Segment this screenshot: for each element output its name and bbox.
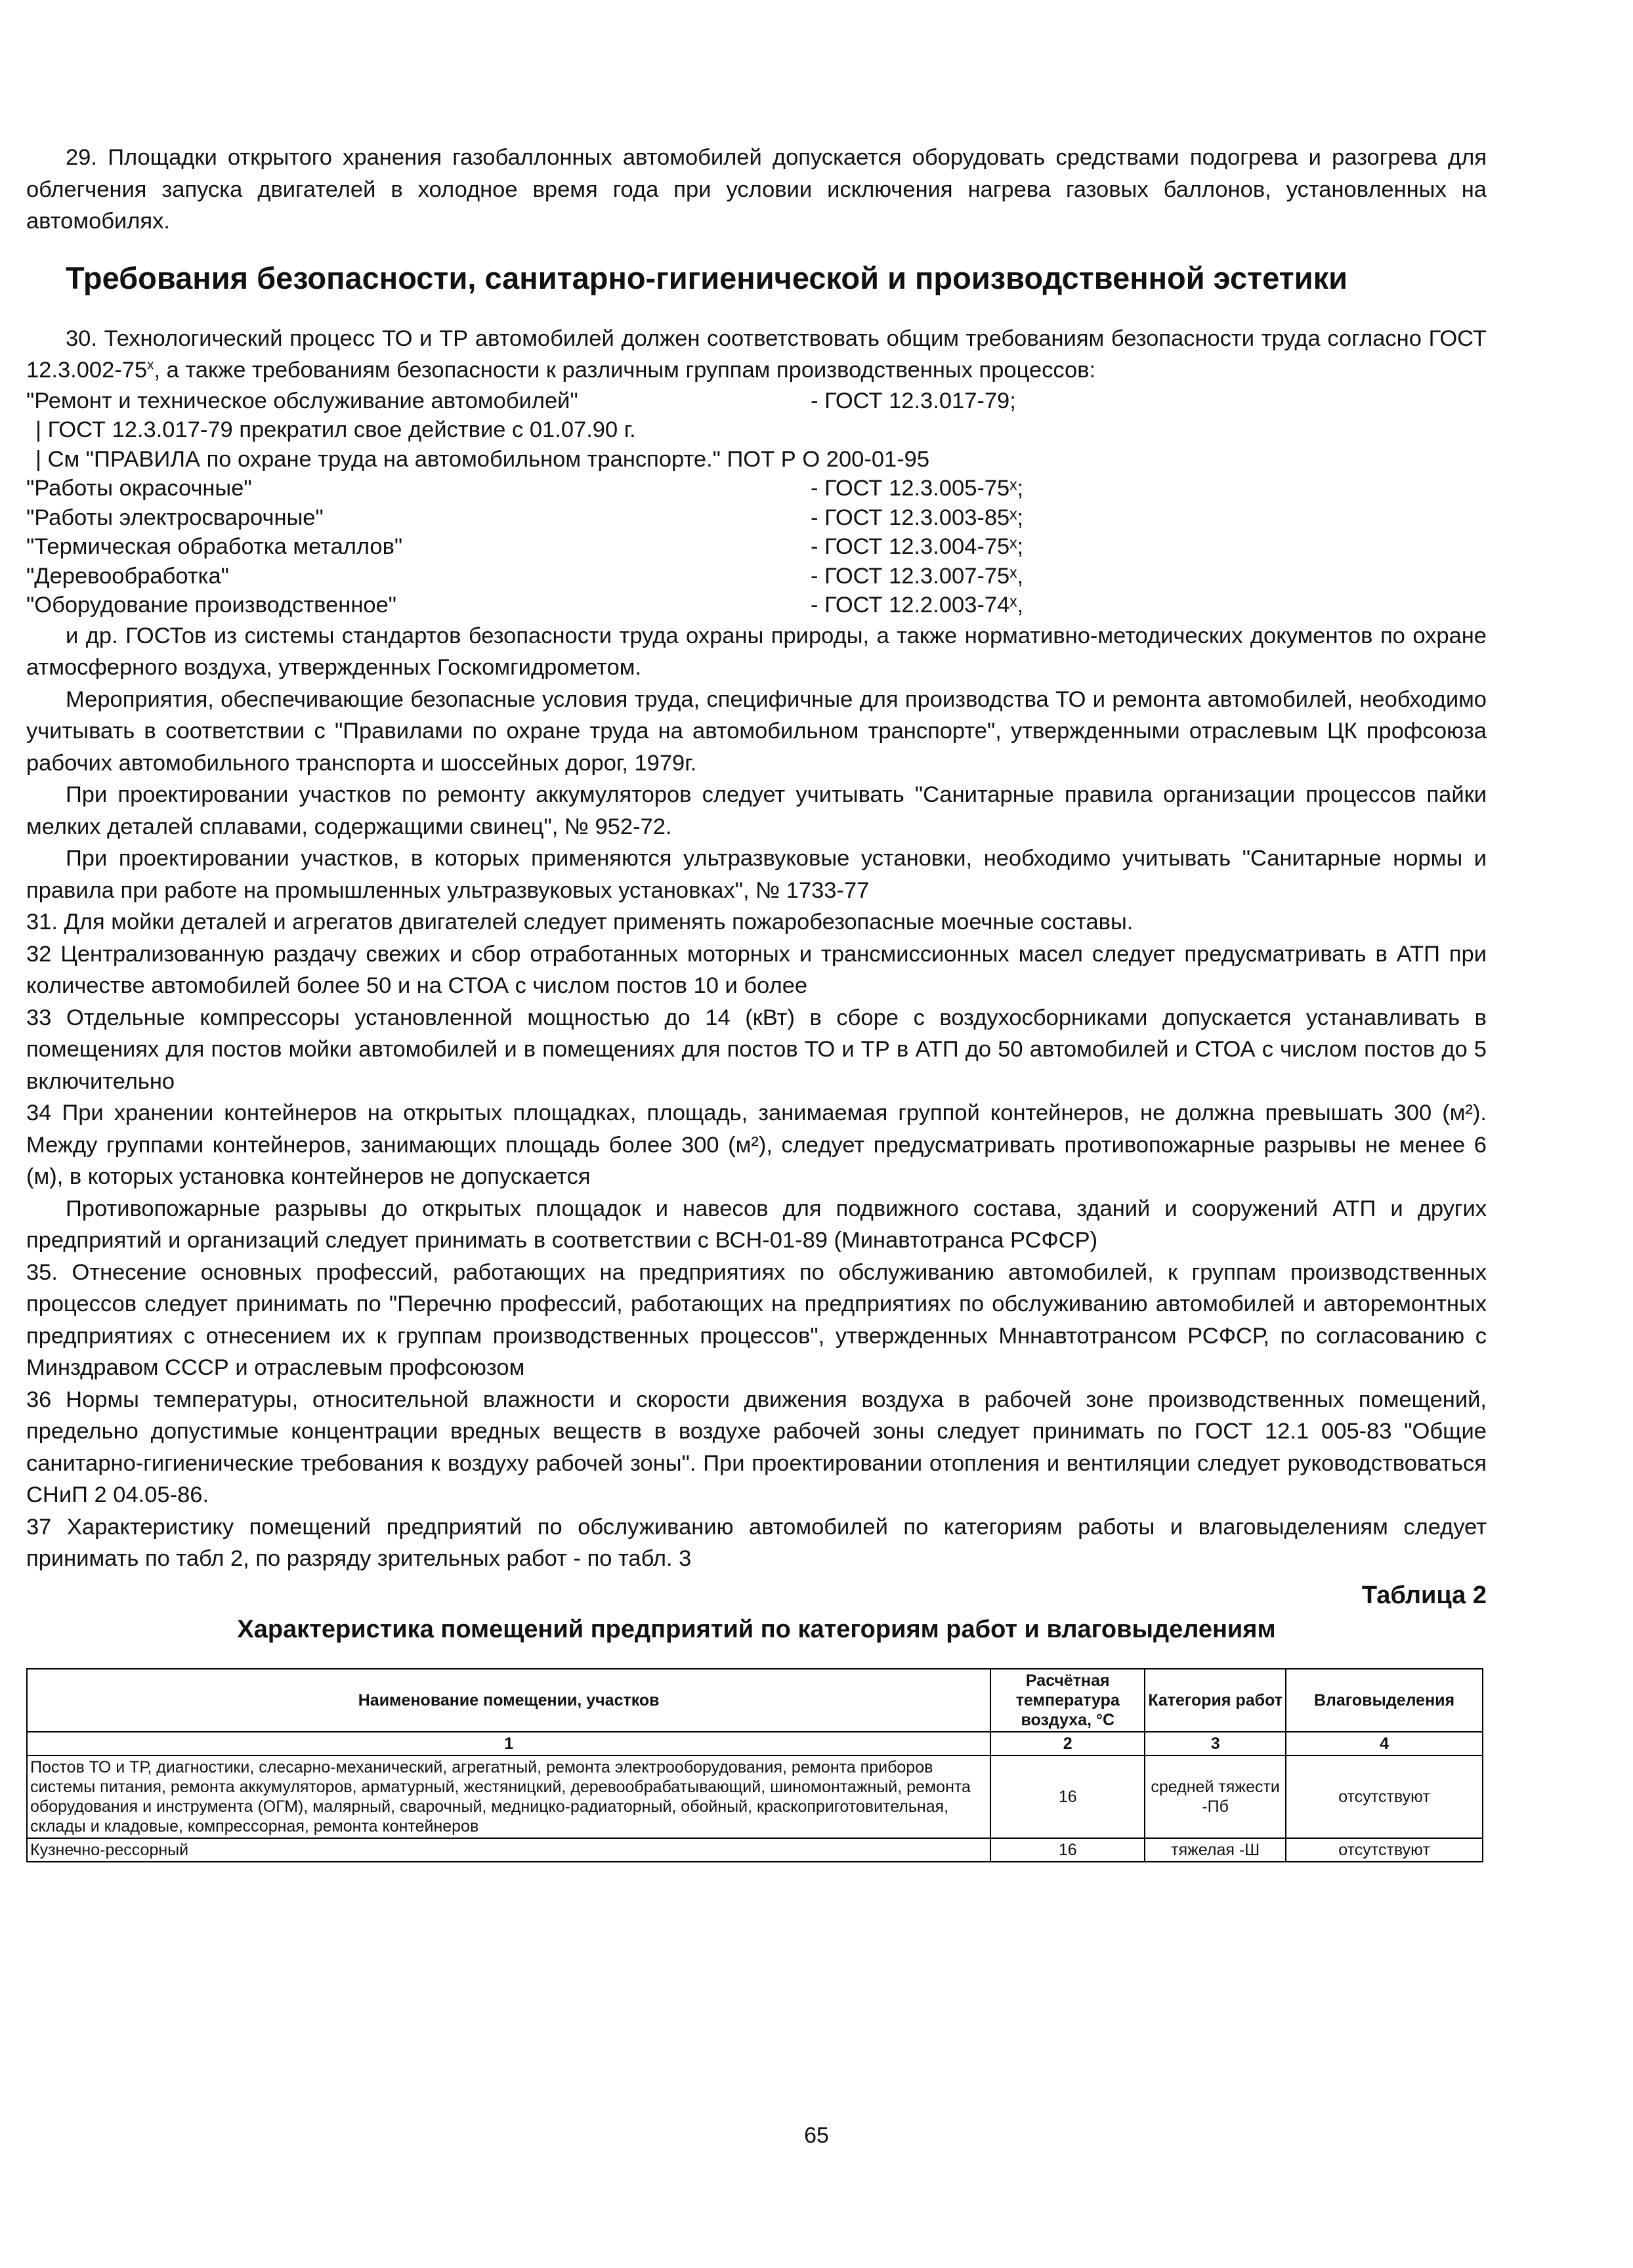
moisture-cell: отсутствуют xyxy=(1286,1838,1483,1862)
note-2: | См "ПРАВИЛА по охране труда на автомобильном транспорте." ПОТ Р О 200-01-95 xyxy=(26,445,1487,474)
paragraph-32: 32 Централизованную раздачу свежих и сбор отработанных моторных и трансмиссионных масел следует предусматривать в АТП при количестве автомобилей более 50 и на СТОА с числом постов 10 и более xyxy=(26,941,1487,998)
section-heading: Требования безопасности, санитарно-гигиенической и производственной эстетики xyxy=(66,260,1348,295)
standard-name: "Деревообработка" xyxy=(26,563,229,589)
standard-row xyxy=(26,591,1487,620)
table-row xyxy=(27,1755,1483,1838)
column-number: 4 xyxy=(1286,1732,1483,1755)
paragraph-29: 29. Площадки открытого хранения газобаллонных автомобилей допускается оборудовать средствами подогрева и разогрева для облегчения запуска двигателей в холодное время года при условии исключения нагрева газовых баллонов, установленных на автомобилях. xyxy=(26,145,1487,234)
paragraph-33: 33 Отдельные компрессоры установленной мощностью до 14 (кВт) в сборе с воздухосборниками допускается устанавливать в помещениях для постов мойки автомобилей и в помещениях для постов ТО и ТР в АТП до 50 автомобилей и СТОА с числом постов до 5 включительно xyxy=(26,1005,1487,1094)
standard-name: "Работы окрасочные" xyxy=(26,476,252,501)
table-label: Таблица 2 xyxy=(1361,1581,1487,1609)
standard-name: "Работы электросварочные" xyxy=(26,505,324,530)
document-page xyxy=(26,142,1487,1862)
standard-row xyxy=(26,562,1487,591)
column-number: 3 xyxy=(1145,1732,1286,1755)
standard-gost: - ГОСТ 12.3.017-79; xyxy=(811,388,1016,413)
moisture-cell: отсутствуют xyxy=(1286,1755,1483,1838)
standard-name: "Ремонт и техническое обслуживание автомобилей" xyxy=(26,388,578,413)
paragraph-measures: Мероприятия, обеспечивающие безопасные условия труда, специфичные для производства ТО и ремонта автомобилей, необходимо учитывать в соответствии с "Правилами по охране труда на автомобильном транспорте", утвержденными отраслевым ЦК профсоюза рабочих автомобильного транспорта и шоссейных дорог, 1979г. xyxy=(26,686,1487,776)
column-header: Категория работ xyxy=(1145,1669,1286,1732)
category-cell: средней тяжести -Пб xyxy=(1145,1755,1286,1838)
standard-gost: - ГОСТ 12.3.007-75ˣ, xyxy=(811,563,1024,589)
p30-text-a: 30. Технологический процесс ТО и ТР автомобилей должен соответствовать общим требованиям безопасности труда согласно ГОСТ 12.3.002-75 xyxy=(26,326,1487,383)
column-number: 1 xyxy=(27,1732,990,1755)
page-number: 65 xyxy=(804,2123,829,2148)
paragraph-30 xyxy=(26,323,1487,387)
category-cell: тяжелая -Ш xyxy=(1145,1838,1286,1862)
paragraph-34: 34 При хранении контейнеров на открытых площадках, площадь, занимаемая группой контейнеров, не должна превышать 300 (м²). Между группами контейнеров, занимающих площадь более 300 (м²), следует предусматривать противопожарные разрывы не менее 6 (м), в которых установка контейнеров не допускается xyxy=(26,1101,1487,1189)
standard-row xyxy=(26,474,1487,503)
paragraph-gost-other: и др. ГОСТов из системы стандартов безопасности труда охраны природы, а также нормативно-методических документов по охране атмосферного воздуха, утвержденных Госкомгидрометом. xyxy=(26,623,1487,680)
temperature-cell: 16 xyxy=(990,1838,1145,1862)
room-name-cell: Кузнечно-рессорный xyxy=(27,1838,990,1862)
column-header: Влаговыделения xyxy=(1286,1669,1483,1732)
column-number: 2 xyxy=(990,1732,1145,1755)
standard-name: "Термическая обработка металлов" xyxy=(26,534,403,559)
p30-text-b: , а также требованиям безопасности к различным группам производственных процессов: xyxy=(154,358,1096,383)
paragraph-ultrasound: При проектировании участков, в которых применяются ультразвуковые установки, необходимо учитывать "Санитарные нормы и правила при работе на промышленных ультразвуковых установках", № 1733-77 xyxy=(26,846,1487,903)
rooms-table xyxy=(26,1668,1483,1862)
paragraph-36: 36 Нормы температуры, относительной влажности и скорости движения воздуха в рабочей зоне производственных помещений, предельно допустимые концентрации вредных веществ в воздухе рабочей зоны следует принимать по ГОСТ 12.1 005-83 "Общие санитарно-гигиенические требования к воздуху рабочей зоны". При проектировании отопления и вентиляции следует руководствоваться СНиП 2 04.05-86. xyxy=(26,1387,1487,1507)
paragraph-35: 35. Отнесение основных профессий, работающих на предприятиях по обслуживанию автомобилей, к группам производственных процессов следует принимать по "Перечню профессий, работающих на предприятиях по обслуживанию автомобилей и авторемонтных предприятиях с отнесением их к группам производственных процессов", утвержденных Мннавтотрансом РСФСР, по согласованию с Минздравом СССР и отраслевым профсоюзом xyxy=(26,1259,1487,1380)
paragraph-31: 31. Для мойки деталей и агрегатов двигателей следует применять пожаробезопасные моечные составы. xyxy=(26,910,1134,934)
column-header: Расчётная температура воздуха, °С xyxy=(990,1669,1145,1732)
standard-gost: - ГОСТ 12.2.003-74ˣ, xyxy=(811,593,1024,618)
temperature-cell: 16 xyxy=(990,1755,1145,1838)
standard-gost: - ГОСТ 12.3.003-85ˣ; xyxy=(811,505,1024,530)
note-1: | ГОСТ 12.3.017-79 прекратил свое действие с 01.07.90 г. xyxy=(26,415,1487,445)
table-number-row xyxy=(27,1732,1483,1755)
room-name-cell: Постов ТО и ТР, диагностики, слесарно-механический, агрегатный, ремонта электрооборудования, ремонта приборов системы питания, ремонта аккумуляторов, арматурный, жестяницкий, деревообрабатывающий, шиномонтажный, ремонта оборудования и инструмента (ОГМ), малярный, сварочный, медницко-радиаторный, обойный, краскоприготовительная, склады и кладовые, компрессорная, ремонта контейнеров xyxy=(27,1755,990,1838)
p30-superscript: х xyxy=(147,357,154,373)
standard-row xyxy=(26,503,1487,533)
standard-name: "Оборудование производственное" xyxy=(26,593,397,618)
paragraph-37: 37 Характеристику помещений предприятий по обслуживанию автомобилей по категориям работы и влаговыделениям следует принимать по табл 2, по разряду зрительных работ - по табл. 3 xyxy=(26,1514,1487,1571)
standard-gost: - ГОСТ 12.3.005-75ˣ; xyxy=(811,476,1024,501)
standard-gost: - ГОСТ 12.3.004-75ˣ; xyxy=(811,534,1024,559)
paragraph-fire-gaps: Противопожарные разрывы до открытых площадок и навесов для подвижного состава, зданий и сооружений АТП и других предприятий и организаций следует принимать в соответствии с ВСН-01-89 (Минавтотранса РСФСР) xyxy=(26,1196,1487,1253)
table-title: Характеристика помещений предприятий по категориям работ и влаговыделениям xyxy=(237,1615,1276,1643)
column-header: Наименование помещении, участков xyxy=(27,1669,990,1732)
standard-row xyxy=(26,387,1487,416)
paragraph-batteries: При проектировании участков по ремонту аккумуляторов следует учитывать "Санитарные правила организации процессов пайки мелких деталей сплавами, содержащими свинец", № 952-72. xyxy=(26,782,1487,839)
table-row xyxy=(27,1838,1483,1862)
table-header-row xyxy=(27,1669,1483,1732)
standard-row xyxy=(26,532,1487,562)
